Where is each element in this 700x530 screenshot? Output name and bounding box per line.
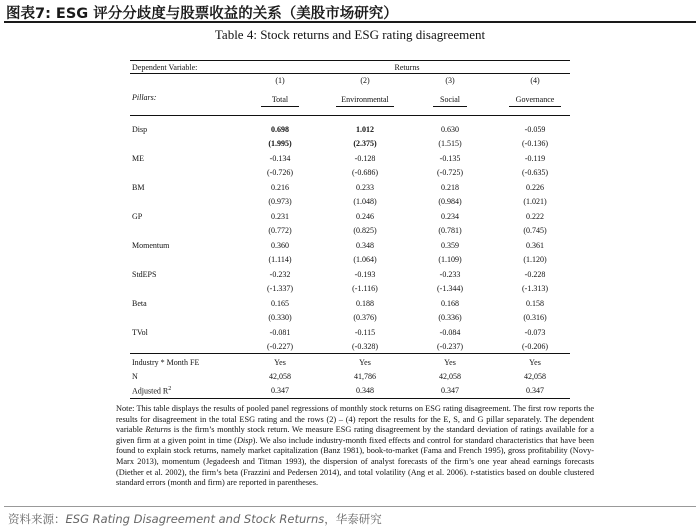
dependent-variable-label: Dependent Variable: <box>132 63 198 72</box>
row-label: ME <box>132 154 144 163</box>
table-caption: Table 4: Stock returns and ESG rating disagreement <box>214 27 486 42</box>
coefficient-cell: -0.233 <box>439 270 461 279</box>
header-rule <box>130 73 570 74</box>
source-prefix: 资料来源： <box>8 512 66 526</box>
coefficient-cell: -0.232 <box>269 270 291 279</box>
coefficient-cell: 0.226 <box>526 183 544 192</box>
row-label: StdEPS <box>132 270 157 279</box>
footer-cell: 42,058 <box>439 372 461 381</box>
tstat-cell: (-0.206) <box>522 342 548 351</box>
tstat-cell: (-0.227) <box>267 342 293 351</box>
tstat-cell: (1.109) <box>438 255 462 264</box>
tstat-cell: (0.316) <box>523 313 547 322</box>
column-name-underline <box>261 106 299 107</box>
table-bottom-rule <box>130 398 570 399</box>
column-name: Social <box>440 95 460 104</box>
footer-label-text: Industry * Month FE <box>132 358 200 367</box>
coefficient-cell: 0.361 <box>526 241 544 250</box>
row-label: BM <box>132 183 145 192</box>
tstat-cell: (0.745) <box>523 226 547 235</box>
column-name-underline <box>336 106 394 107</box>
footer-label-text: Adjusted R <box>132 386 169 396</box>
dependent-variable-value: Returns <box>394 63 420 72</box>
coefficient-cell: -0.081 <box>269 328 291 337</box>
tstat-cell: (1.120) <box>523 255 547 264</box>
tstat-cell: (1.995) <box>268 139 292 148</box>
tstat-cell: (-0.725) <box>437 168 463 177</box>
note-italic-t: t <box>470 467 473 477</box>
tstat-cell: (-0.136) <box>522 139 548 148</box>
controls-rule <box>130 353 570 354</box>
footer-cell: 42,058 <box>269 372 291 381</box>
column-name: Environmental <box>341 95 389 104</box>
source-title: ESG Rating Disagreement and Stock Returns <box>65 512 325 526</box>
source-divider <box>4 506 696 507</box>
tstat-cell: (-0.328) <box>352 342 378 351</box>
column-name-underline <box>433 106 467 107</box>
column-number: (3) <box>445 76 455 85</box>
coefficient-cell: 0.158 <box>526 299 544 308</box>
regression-table <box>130 60 570 400</box>
tstat-cell: (0.984) <box>438 197 462 206</box>
footer-label <box>132 358 199 367</box>
column-header-bottom-rule <box>130 115 570 116</box>
tstat-cell: (1.048) <box>353 197 377 206</box>
coefficient-cell: 0.165 <box>271 299 289 308</box>
row-label: Disp <box>132 125 148 134</box>
column-name: Governance <box>515 95 555 104</box>
coefficient-cell: -0.059 <box>524 125 546 134</box>
coefficient-cell: -0.084 <box>439 328 461 337</box>
source-suffix: ，华泰研究 <box>324 512 382 526</box>
footer-label-superscript: 2 <box>168 386 172 392</box>
tstat-cell: (-1.313) <box>522 284 548 293</box>
row-label: Beta <box>132 299 147 308</box>
tstat-cell: (1.515) <box>438 139 462 148</box>
table-top-rule <box>130 60 570 61</box>
footer-cell: 0.347 <box>526 386 544 395</box>
footer-cell: Yes <box>359 358 371 367</box>
coefficient-cell: -0.128 <box>354 154 376 163</box>
footer-label <box>132 386 171 396</box>
tstat-cell: (0.973) <box>268 197 292 206</box>
coefficient-cell: 0.188 <box>356 299 374 308</box>
coefficient-cell: -0.119 <box>524 154 546 163</box>
tstat-cell: (1.114) <box>268 255 292 264</box>
footer-cell: 41,786 <box>354 372 376 381</box>
coefficient-cell: -0.135 <box>439 154 461 163</box>
coefficient-cell: 0.231 <box>271 212 289 221</box>
coefficient-cell: -0.228 <box>524 270 546 279</box>
footer-cell: 0.348 <box>356 386 374 395</box>
coefficient-cell: -0.193 <box>354 270 376 279</box>
coefficient-cell: 0.359 <box>441 241 459 250</box>
coefficient-cell: 0.216 <box>271 183 289 192</box>
column-number: (1) <box>275 76 285 85</box>
footer-cell: Yes <box>529 358 541 367</box>
coefficient-cell: 0.234 <box>441 212 459 221</box>
coefficient-cell: 0.698 <box>271 125 289 134</box>
tstat-cell: (-0.726) <box>267 168 293 177</box>
coefficient-cell: 0.222 <box>526 212 544 221</box>
footer-cell: 42,058 <box>524 372 546 381</box>
note-text: ). We also include industry-month fixed effects and control for standard characteristics that have been found to explain stock returns, namely market capitalization (Banz 1981), book-to-market (Fama and French 1995), gross profitability (Novy-Marx 2013), momentum (Jegadeesh and Titman 1993), the dispersion of analyst forecasts of the firm’s one year ahead earnings forecasts (Diether et al. 2002), the firm’s beta (Frazzini and Pedersen 2014), and total volatility (Ang et al. 2006). <box>116 435 594 477</box>
tstat-cell: (0.330) <box>268 313 292 322</box>
note-text: Note: This table displays the results of pooled panel regressions of monthly stock returns on ESG rating disagreement. The first row reports the results for disagreement in the total ESG rating and the rows (2) – (4) report the results for the E, S, and G pillar separately. The dependent variable <box>116 404 594 435</box>
coefficient-cell: 0.246 <box>356 212 374 221</box>
coefficient-cell: 0.218 <box>441 183 459 192</box>
table-note <box>116 404 594 489</box>
footer-cell: Yes <box>444 358 456 367</box>
column-number: (4) <box>530 76 540 85</box>
tstat-cell: (1.021) <box>523 197 547 206</box>
coefficient-cell: 1.012 <box>356 125 374 134</box>
note-italic-returns: Returns <box>145 425 172 435</box>
tstat-cell: (0.376) <box>353 313 377 322</box>
row-label: TVol <box>132 328 148 337</box>
coefficient-cell: 0.360 <box>271 241 289 250</box>
tstat-cell: (0.781) <box>438 226 462 235</box>
coefficient-cell: -0.073 <box>524 328 546 337</box>
tstat-cell: (-0.635) <box>522 168 548 177</box>
footer-cell: 0.347 <box>271 386 289 395</box>
note-italic-disp: Disp <box>236 435 253 445</box>
coefficient-cell: 0.348 <box>356 241 374 250</box>
footer-cell: 0.347 <box>441 386 459 395</box>
coefficient-cell: 0.233 <box>356 183 374 192</box>
footer-label <box>132 372 138 381</box>
coefficient-cell: 0.630 <box>441 125 459 134</box>
tstat-cell: (-1.337) <box>267 284 293 293</box>
tstat-cell: (-0.686) <box>352 168 378 177</box>
tstat-cell: (0.336) <box>438 313 462 322</box>
coefficient-cell: 0.168 <box>441 299 459 308</box>
note-text: -statistics based on double clustered standard errors (month and firm) are reported in parentheses. <box>116 467 594 488</box>
tstat-cell: (-1.344) <box>437 284 463 293</box>
column-name-underline <box>509 106 561 107</box>
coefficient-cell: -0.134 <box>269 154 291 163</box>
tstat-cell: (-0.237) <box>437 342 463 351</box>
title-divider <box>4 21 696 23</box>
column-name: Total <box>271 95 289 104</box>
column-number: (2) <box>360 76 370 85</box>
note-text: is the firm’s monthly stock return. We measure ESG rating disagreement by the standard deviation of ratings available for a given firm at a given point in time ( <box>116 425 594 445</box>
row-label: Momentum <box>132 241 170 250</box>
pillars-label: Pillars: <box>132 93 157 102</box>
tstat-cell: (0.772) <box>268 226 292 235</box>
tstat-cell: (0.825) <box>353 226 377 235</box>
tstat-cell: (-1.116) <box>352 284 378 293</box>
source-line <box>8 511 382 527</box>
coefficient-cell: -0.115 <box>354 328 376 337</box>
figure-title: 图表7: ESG 评分分歧度与股票收益的关系（美股市场研究） <box>6 6 398 22</box>
footer-cell: Yes <box>274 358 286 367</box>
footer-label-text: N <box>132 372 138 381</box>
tstat-cell: (1.064) <box>353 255 377 264</box>
row-label: GP <box>132 212 143 221</box>
tstat-cell: (2.375) <box>353 139 377 148</box>
